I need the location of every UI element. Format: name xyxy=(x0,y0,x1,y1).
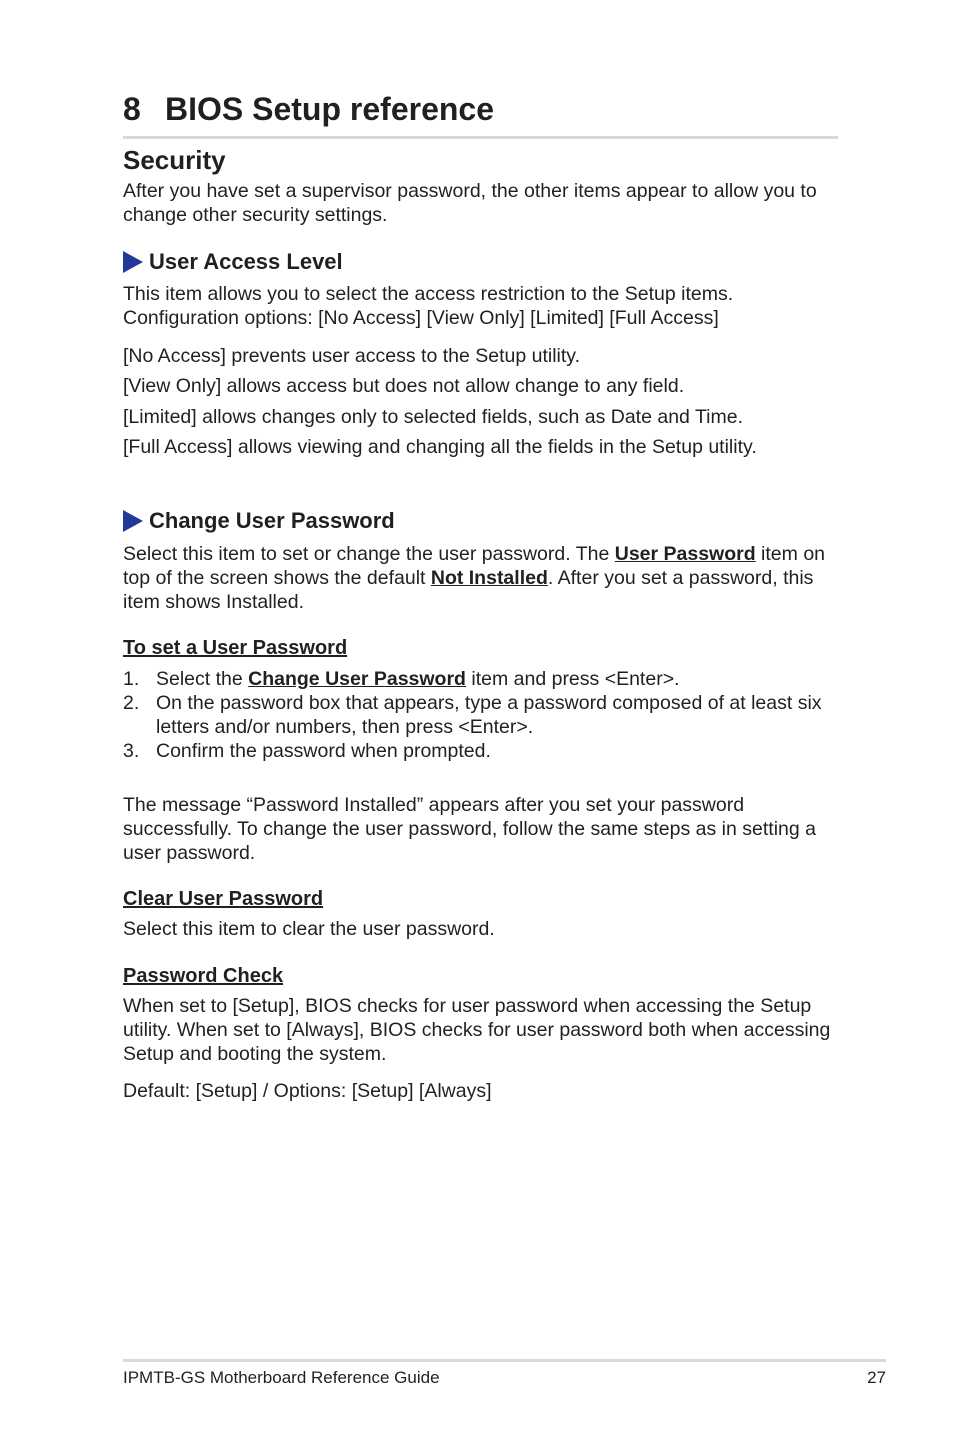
set-password-steps xyxy=(123,667,835,763)
step-item xyxy=(123,691,835,739)
desc-text: item on top of the screen shows the default xyxy=(123,543,826,589)
step-text: On the password box that appears, type a password composed of at least six letters and/or numbers, then press <Enter>. xyxy=(156,692,822,738)
not-installed-link: Not Installed xyxy=(430,567,548,589)
step-number: 2. xyxy=(123,692,140,714)
section-title: Security xyxy=(123,145,226,175)
step-text: Confirm the password when prompted. xyxy=(156,740,491,762)
set-user-password-heading: To set a User Password xyxy=(123,637,348,659)
change-user-password-heading xyxy=(123,507,395,535)
desc-text: Select this item to set or change the user password. The xyxy=(123,543,615,565)
option-no-access: [No Access] prevents user access to the Setup utility. xyxy=(123,345,581,367)
user-access-level-desc-2: Configuration options: [No Access] [View Only] [Limited] [Full Access] xyxy=(123,307,719,329)
option-full-access: [Full Access] allows viewing and changing all the fields in the Setup utility. xyxy=(123,436,757,458)
clear-user-password-heading: Clear User Password xyxy=(123,888,324,910)
password-check-default: Default: [Setup] / Options: [Setup] [Always] xyxy=(123,1080,492,1102)
footer-page-number: 27 xyxy=(867,1368,886,1387)
user-access-level-heading xyxy=(123,248,343,276)
password-check-desc: When set to [Setup], BIOS checks for user password when accessing the Setup utility. When set to [Always], BIOS checks for user password both when accessing Setup and booting the system. xyxy=(123,995,831,1065)
step-text-part: item and press <Enter>. xyxy=(465,668,680,690)
clear-user-password-desc: Select this item to clear the user password. xyxy=(123,918,495,940)
user-access-level-title: User Access Level xyxy=(149,249,343,274)
page-footer xyxy=(123,1359,886,1390)
option-view-only: [View Only] allows access but does not allow change to any field. xyxy=(123,375,685,397)
password-installed-message: The message “Password Installed” appears after you set your password successfully. To change the user password, follow the same steps as in setting a user password. xyxy=(123,794,816,864)
chapter-number: 8 xyxy=(123,91,141,127)
change-user-password-desc xyxy=(123,542,835,614)
option-limited: [Limited] allows changes only to selected fields, such as Date and Time. xyxy=(123,406,743,428)
chapter-title: BIOS Setup reference xyxy=(165,91,494,127)
password-check-heading: Password Check xyxy=(123,965,284,987)
footer-guide-title: IPMTB-GS Motherboard Reference Guide xyxy=(123,1368,440,1387)
desc-text: . After you set a password, this item shows Installed. xyxy=(123,567,814,613)
change-user-password-link: Change User Password xyxy=(248,668,466,690)
change-user-password-title: Change User Password xyxy=(149,508,395,533)
section-intro: After you have set a supervisor password, the other items appear to allow you to change other security settings. xyxy=(123,180,817,226)
step-text-part: Select the xyxy=(156,668,249,690)
step-number: 3. xyxy=(123,740,140,762)
user-password-link: User Password xyxy=(614,543,756,565)
step-text xyxy=(156,667,680,691)
chapter-heading xyxy=(123,88,838,139)
user-access-level-desc-1: This item allows you to select the access restriction to the Setup items. xyxy=(123,283,734,305)
step-number: 1. xyxy=(123,668,140,690)
triangle-bullet-icon xyxy=(123,251,143,273)
step-item xyxy=(123,667,835,691)
triangle-bullet-icon xyxy=(123,510,143,532)
step-item xyxy=(123,739,835,763)
